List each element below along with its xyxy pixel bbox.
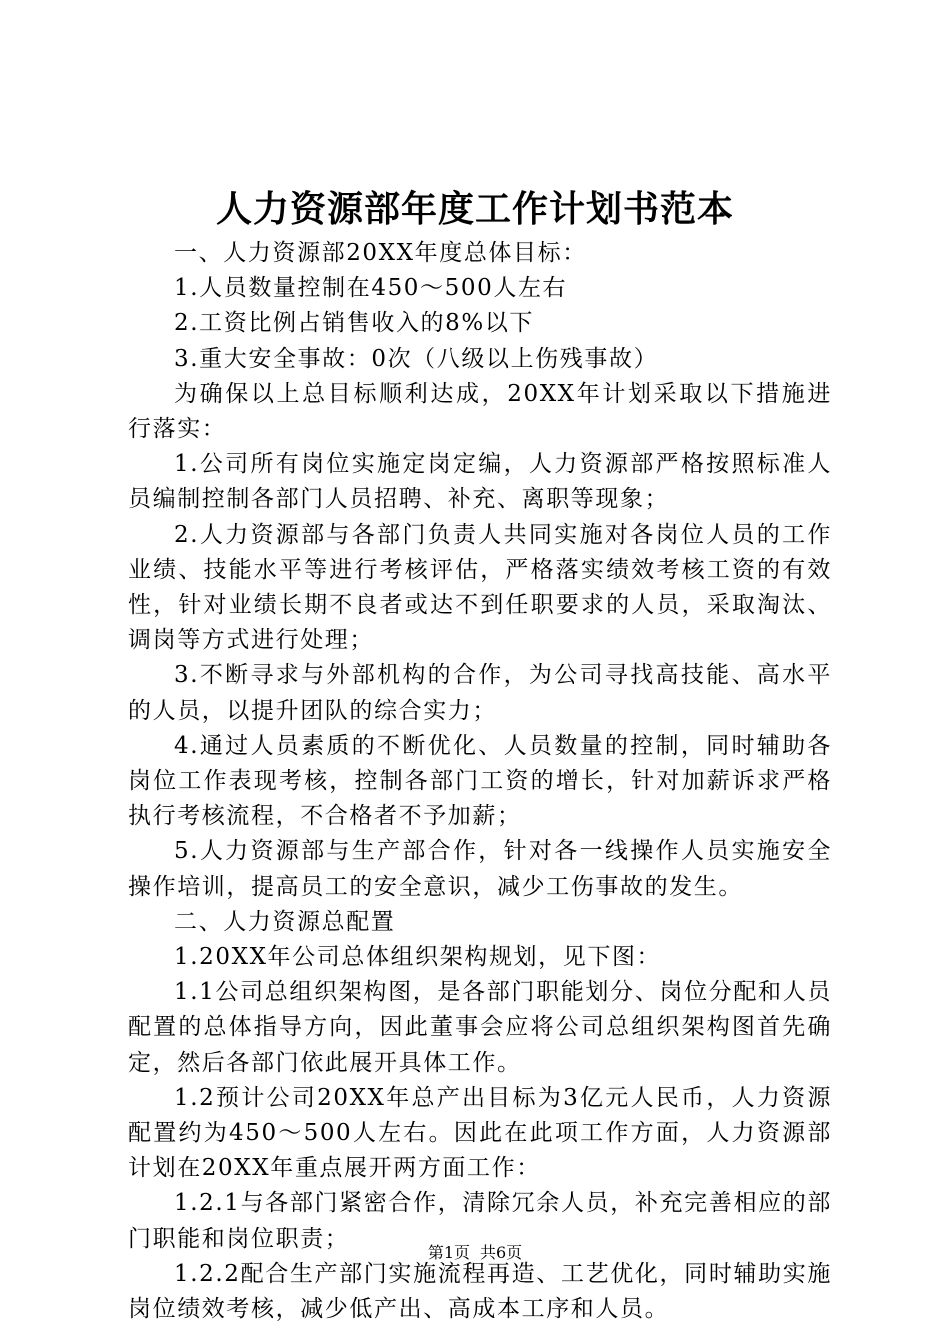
- paragraph: 1.20XX年公司总体组织架构规划，见下图：: [174, 944, 662, 971]
- paragraph: 2.人力资源部与各部门负责人共同实施对各岗位人员的工作业绩、技能水平等进行考核评估，严格落实绩效考核工资的有效性，针对业绩长期不良者或达不到任职要求的人员，采取淘汰、调岗等方式进行处理；: [128, 521, 832, 654]
- page-total: 共6页: [480, 1243, 523, 1262]
- paragraph: 二、人力资源总配置: [174, 908, 396, 935]
- paragraph: 1.2.1与各部门紧密合作，清除冗余人员，补充完善相应的部门职能和岗位职责；: [128, 1190, 832, 1252]
- paragraph: 2.工资比例占销售收入的8%以下: [174, 310, 535, 337]
- paragraph: 为确保以上总目标顺利达成，20XX年计划采取以下措施进行落实：: [128, 380, 832, 443]
- paragraph: 3.不断寻求与外部机构的合作，为公司寻找高技能、高水平的人员，以提升团队的综合实力；: [128, 662, 832, 724]
- paragraph: 1.2.2配合生产部门实施流程再造、工艺优化，同时辅助实施岗位绩效考核，减少低产出、高成本工序和人员。: [128, 1260, 832, 1323]
- paragraph: 3.重大安全事故：0次（八级以上伤残事故）: [174, 345, 659, 372]
- paragraph: 4.通过人员素质的不断优化、人员数量的控制，同时辅助各岗位工作表现考核，控制各部门工资的增长，针对加薪诉求严格执行考核流程，不合格者不予加薪；: [128, 732, 832, 830]
- paragraph: 1.1公司总组织架构图，是各部门职能划分、岗位分配和人员配置的总体指导方向，因此董事会应将公司总组织架构图首先确定，然后各部门依此展开具体工作。: [128, 979, 832, 1076]
- page-footer: [0, 1242, 950, 1264]
- document-body: [128, 236, 832, 1327]
- paragraph: 5.人力资源部与生产部合作，针对各一线操作人员实施安全操作培训，提高员工的安全意识，减少工伤事故的发生。: [128, 838, 832, 900]
- page-number: 第1页: [427, 1243, 470, 1262]
- paragraph: 1.2预计公司20XX年总产出目标为3亿元人民币，人力资源配置约为450～500人左右。因此在此项工作方面，人力资源部计划在20XX年重点展开两方面工作：: [128, 1084, 832, 1182]
- paragraph: 1.公司所有岗位实施定岗定编，人力资源部严格按照标准人员编制控制各部门人员招聘、补充、离职等现象；: [128, 451, 832, 513]
- document-title: 人力资源部年度工作计划书范本: [215, 188, 734, 230]
- paragraph: 一、人力资源部20XX年度总体目标：: [174, 240, 587, 266]
- paragraph: 1.人员数量控制在450～500人左右: [174, 275, 568, 302]
